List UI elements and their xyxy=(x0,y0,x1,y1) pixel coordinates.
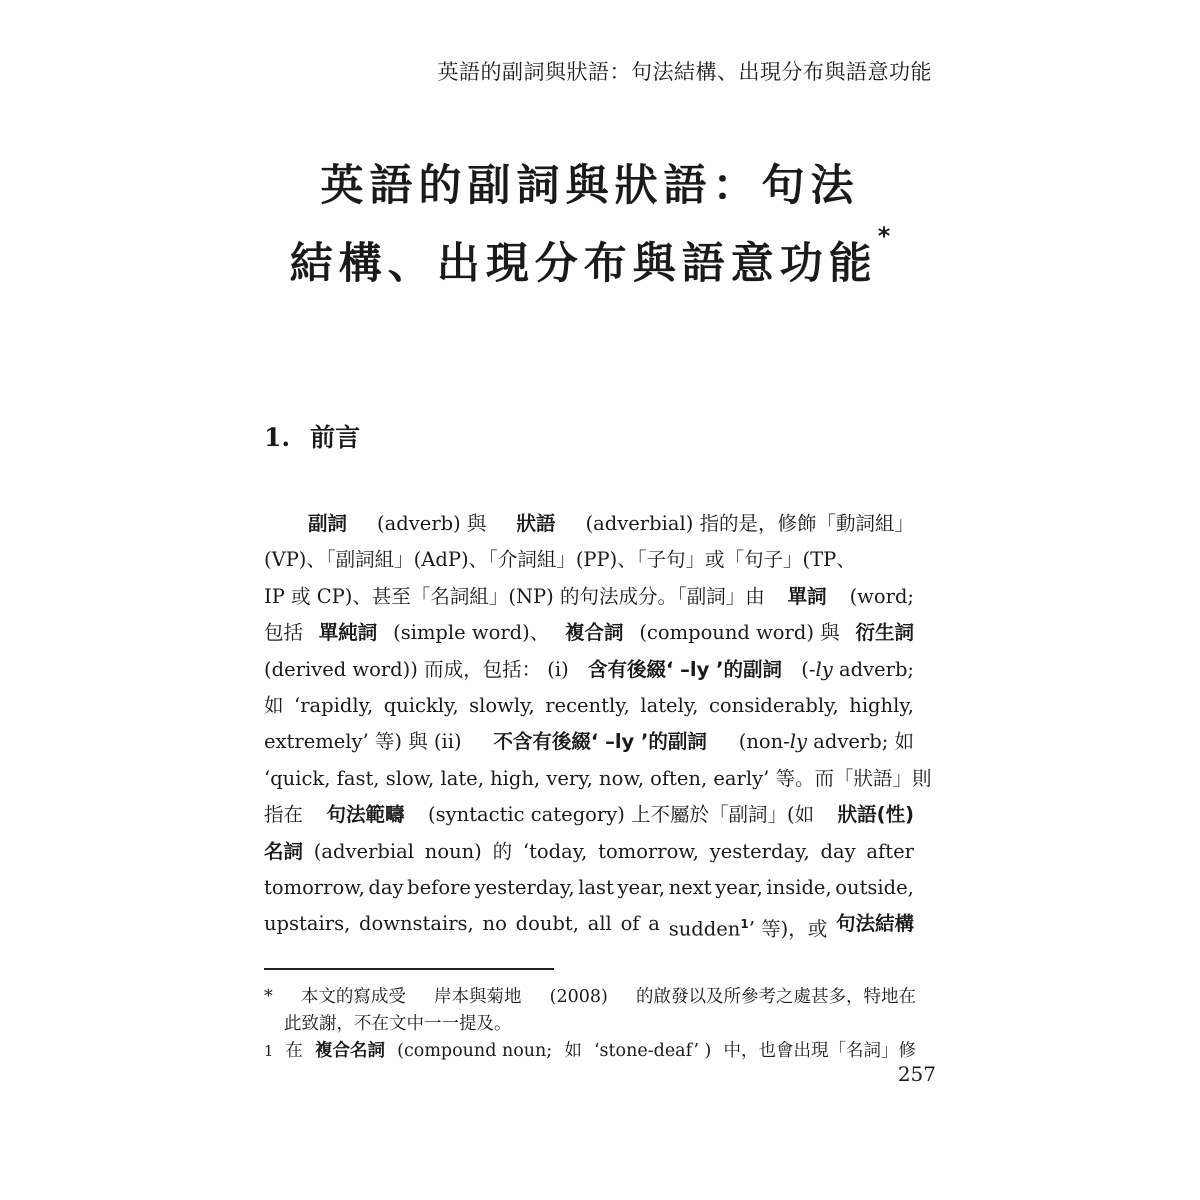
term-adverbial-noun: 狀語(性) xyxy=(837,803,914,827)
section-title: 前言 xyxy=(310,423,361,452)
word: inside, xyxy=(766,875,832,899)
text-run: ‘stone-deaf’ ) xyxy=(593,1041,712,1061)
word: no xyxy=(482,912,507,936)
word: yesterday, xyxy=(474,875,575,899)
word: a xyxy=(648,912,660,936)
article-title-line-2 xyxy=(0,222,1180,291)
text-run: (non-ly adverb; 如 xyxy=(738,730,914,754)
word: outside, xyxy=(835,875,914,899)
text-run: 本文的寫成受 xyxy=(300,987,406,1007)
page-number: 257 xyxy=(897,1062,936,1086)
word: upstairs, xyxy=(264,912,351,936)
word: recently, xyxy=(545,693,630,717)
text-run: (-ly adverb; xyxy=(801,657,914,681)
title-text-2: 結構、出現分布與語意功能 xyxy=(289,239,878,289)
body-line xyxy=(264,797,914,833)
text-run: (compound word) 與 xyxy=(639,621,840,645)
word: highly, xyxy=(849,693,914,717)
body-line xyxy=(264,761,932,797)
article-title-line-1 xyxy=(0,152,1180,213)
footnote-star-line-2 xyxy=(264,1011,916,1038)
text-run: (word; xyxy=(849,584,914,608)
word: all xyxy=(587,912,612,936)
word: day xyxy=(820,839,856,863)
term-syntactic-structure: 句法結構 xyxy=(835,912,914,936)
text-run: (2008) xyxy=(549,987,608,1007)
word: year, xyxy=(617,875,666,899)
word: considerably, xyxy=(708,693,839,717)
word: last xyxy=(578,875,614,899)
term-adverbial: 狀語 xyxy=(516,512,556,535)
word: tomorrow, xyxy=(598,839,699,863)
word: ‘today, xyxy=(522,839,588,863)
word: before xyxy=(407,875,471,899)
word: downstairs, xyxy=(359,912,474,936)
text-run: extremely’ 等) 與 (ii) xyxy=(264,730,462,754)
term-derived-word: 衍生詞 xyxy=(855,621,914,645)
title-text-1: 英語的副詞與狀語：句法 xyxy=(320,161,860,211)
text-run: (adverb) 與 xyxy=(377,512,487,535)
text-run: IP 或 CP)、甚至「名詞組」(NP) 的句法成分。「副詞」由 xyxy=(264,584,765,608)
footnote-star-marker: * xyxy=(264,987,273,1007)
text-run: 如 xyxy=(564,1041,582,1061)
section-number: 1. xyxy=(264,423,291,452)
text-run: 的啟發以及所參考之處甚多，特地在 xyxy=(635,987,916,1007)
word: tomorrow, xyxy=(264,875,365,899)
text-run: 在 xyxy=(285,1041,303,1061)
footnote-divider xyxy=(264,968,554,970)
body-line xyxy=(264,506,914,542)
word: next xyxy=(668,875,712,899)
term-non-ly-adverb: 不含有後綴‘ –ly ’的副詞 xyxy=(493,730,707,754)
body-line xyxy=(264,688,914,724)
text-run: (simple word)、 xyxy=(393,621,550,645)
term-word: 單詞 xyxy=(787,584,827,608)
section-heading xyxy=(264,418,360,454)
text-run: 指在 xyxy=(264,803,304,827)
word: after xyxy=(866,839,914,863)
word: noun) xyxy=(424,839,482,863)
text-run: 岸本與菊地 xyxy=(434,987,522,1007)
title-footnote-marker: * xyxy=(877,222,891,250)
footnote-ref: sudden$^1$’ 等)，或 xyxy=(668,917,828,941)
term-compound-word: 複合詞 xyxy=(565,621,624,645)
body-line xyxy=(264,652,914,688)
word: doubt, xyxy=(515,912,579,936)
footnotes xyxy=(264,984,916,1065)
running-header: 英語的副詞與狀語：句法結構、出現分布與語意功能 xyxy=(437,60,932,84)
term-noun: 名詞 xyxy=(264,839,304,863)
text-run: 包括 xyxy=(264,621,304,645)
word: quickly, xyxy=(383,693,459,717)
body-line xyxy=(264,724,914,760)
term-adverb: 副詞 xyxy=(308,512,348,535)
text-run: 中，也會出現「名詞」修 xyxy=(723,1041,916,1061)
body-line xyxy=(264,906,914,942)
text-run: ‘quick, fast, slow, late, high, very, now, often, early’ 等。而「狀語」則 xyxy=(264,766,932,790)
text-run: (derived word)) 而成，包括： (i) xyxy=(264,657,569,681)
footnote-star-line xyxy=(264,984,916,1011)
word: slowly, xyxy=(469,693,535,717)
body-line xyxy=(264,542,914,578)
footnote-one-line xyxy=(264,1038,916,1065)
text-run: (VP)、「副詞組」(AdP)、「介詞組」(PP)、「子句」或「句子」(TP、 xyxy=(264,548,856,572)
body-line xyxy=(264,579,914,615)
footnote-one-marker: 1 xyxy=(264,1043,274,1060)
text-run: (adverbial) 指的是，修飾「動詞組」 xyxy=(585,512,914,535)
term-ly-adverb: 含有後綴‘ –ly ’的副詞 xyxy=(587,657,783,681)
word: year, xyxy=(715,875,763,899)
term-syntactic-category: 句法範疇 xyxy=(326,803,405,827)
body-line xyxy=(264,870,914,906)
word: ‘rapidly, xyxy=(294,693,374,717)
word: yesterday, xyxy=(709,839,810,863)
word: (adverbial xyxy=(313,839,414,863)
word: lately, xyxy=(640,693,699,717)
text-run: (syntactic category) 上不屬於「副詞」(如 xyxy=(428,803,815,827)
word: 的 xyxy=(492,839,513,863)
body-line xyxy=(264,834,914,870)
term-compound-noun: 複合名詞 xyxy=(315,1041,386,1061)
text-run: (compound noun; xyxy=(397,1041,553,1061)
word: of xyxy=(620,912,640,936)
body-line xyxy=(264,615,914,651)
word: 如 xyxy=(264,693,284,717)
body-paragraph xyxy=(264,506,932,943)
text-run: 此致謝，不在文中一一提及。 xyxy=(284,1014,512,1034)
word: day xyxy=(368,875,404,899)
term-simple-word: 單純詞 xyxy=(318,621,378,645)
